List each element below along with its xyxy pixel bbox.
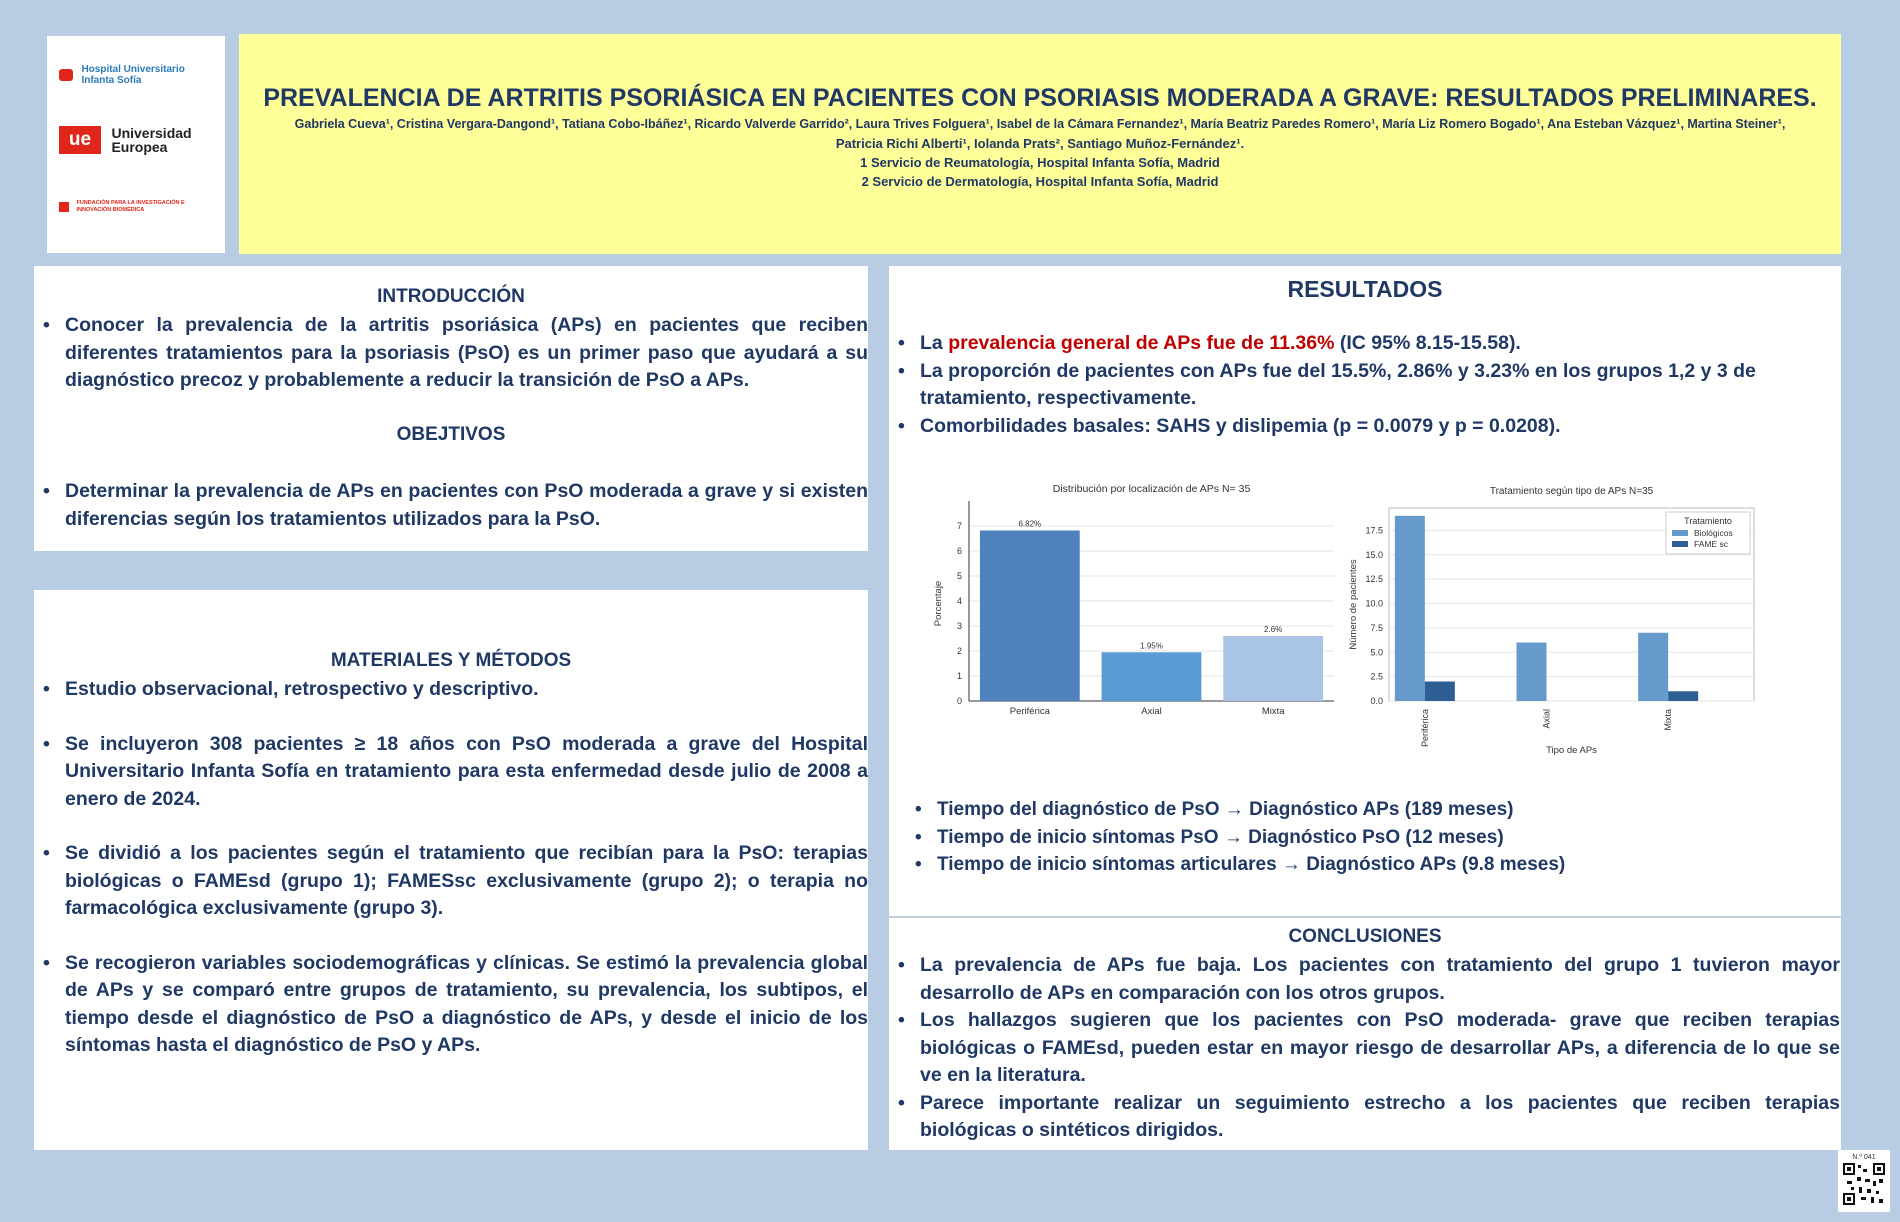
x-axis-label: Tipo de APs [1546,745,1597,756]
results-title: RESULTADOS [1287,276,1443,302]
y-tick-label: 5 [956,571,962,581]
y-tick-label: 1 [956,671,962,681]
result-prevalence-post: (IC 95% 8.15-15.58). [1334,332,1521,354]
y-axis-label: Número de pacientes [1348,559,1359,650]
bar [980,531,1080,702]
conclusion-item: • La prevalencia de APs fue baja. Los pacientes con tratamiento del grupo 1 tuvieron mayor desarrollo de APs en comparación con los otros grupos. [920,952,1840,1007]
bar [1395,516,1425,701]
legend-title: Tratamiento [1684,516,1732,526]
foundation-icon [59,202,69,212]
affiliation-1: 1 Servicio de Reumatología, Hospital Infanta Sofía, Madrid [860,155,1220,170]
foundation-name: FUNDACIÓN PARA LA INVESTIGACIÓN E INNOVACIÓN BIOMÉDICA [76,199,185,213]
methods-item: • Se dividió a los pacientes según el tratamiento que recibían para la PsO: terapias biológicas o FAMEsd (grupo 1); FAMESsc exclusivamente (grupo 2); o terapia no farmacológica exclusivamente (grupo 3). [65,840,868,923]
y-axis-label: Porcentaje [933,580,944,627]
time-list [911,796,1837,879]
time-item: • Tiempo del diagnóstico de PsO → Diagnóstico APs (189 meses) [937,796,1837,824]
legend-label: Biológicos [1694,528,1733,538]
bar [1223,636,1323,701]
y-tick-label: 17.5 [1365,525,1383,536]
bar-value-label: 6.82% [1018,519,1042,529]
introduction-title: INTRODUCCIÓN [377,286,525,307]
methods-item: • Se recogieron variables sociodemográficas y clínicas. Se estimó la prevalencia global de APs y se comparó entre grupos de tratamiento, su prevalencia, los subtipos, el tiempo desde el diagnóstico de PsO a diagnóstico de APs, y desde el inicio de los síntomas hasta el diagnóstico de PsO y APs. [65,950,868,1060]
objectives-list [39,478,868,533]
y-tick-label: 0.0 [1370,696,1383,706]
y-tick-label: 12.5 [1365,574,1383,585]
bar-value-label: 1.95% [1140,641,1163,651]
introduction-list [39,312,868,395]
y-tick-label: 2.5 [1370,671,1383,682]
bar-value-label: 2.6% [1264,625,1283,634]
hospital-name: Hospital Universitario Infanta Sofía [81,64,185,86]
result-prevalence-highlight: prevalencia general de APs fue de 11.36% [948,332,1335,354]
x-tick-label: Axial [1141,706,1162,717]
conclusions-list [894,952,1840,1145]
objectives-title: OBEJTIVOS [396,424,506,445]
authors-line-2: Patricia Richi Alberti¹, Iolanda Prats², Santiago Muñoz-Fernández¹. [835,136,1245,151]
chart-title: Distribución por localización de APs N= 35 [1052,483,1251,495]
conclusions-panel [889,917,1841,1150]
chart-title: Tratamiento según tipo de APs N=35 [1489,486,1654,497]
legend-swatch [1672,530,1688,536]
legend-label: FAME sc [1694,539,1729,549]
result-prevalence-pre: La [920,332,949,354]
results-panel [889,266,1841,916]
hospital-logo [59,64,215,86]
methods-list [39,676,868,1087]
y-tick-label: 3 [956,621,962,631]
poster-title: PREVALENCIA DE ARTRITIS PSORIÁSICA EN PACIENTES CON PSORIASIS MODERADA A GRAVE: RESULTADOS PRELIMINARES. [263,84,1817,112]
authors-line-1: Gabriela Cueva¹, Cristina Vergara-Dangond¹, Tatiana Cobo-Ibáñez¹, Ricardo Valverde Garrido², Laura Trives Folguera¹, Isabel de la Cámara Fernandez¹, María Beatriz Paredes Romero¹, María Liz Romero Bogado¹, Ana Esteban Vázquez¹, Martina Steiner¹, [294,117,1786,131]
x-tick-label: Mixta [1261,706,1285,717]
chart-treatment-by-type [1344,476,1764,756]
y-tick-label: 15.0 [1365,549,1383,560]
bar [1517,643,1547,701]
conclusion-item: • Parece importante realizar un seguimiento estrecho a los pacientes que reciben terapias biológicas o sintéticos dirigidos. [920,1090,1840,1145]
results-list [894,330,1840,440]
chart-location-distribution [929,476,1344,738]
affiliation-2: 2 Servicio de Dermatología, Hospital Infanta Sofía, Madrid [861,174,1219,189]
result-prevalence [920,330,1840,358]
bar [1668,691,1698,701]
y-tick-label: 7 [956,521,962,531]
time-item: • Tiempo de inicio síntomas articulares → Diagnóstico APs (9.8 meses) [937,851,1837,879]
y-tick-label: 10.0 [1365,598,1383,609]
result-comorbidities: • Comorbilidades basales: SAHS y dislipemia (p = 0.0079 y p = 0.0208). [920,413,1840,441]
x-tick-label: Periférica [1419,709,1430,748]
bar [1425,682,1455,701]
methods-panel [34,590,868,1150]
x-tick-label: Mixta [1663,709,1674,731]
time-item: • Tiempo de inicio síntomas PsO → Diagnóstico PsO (12 meses) [937,824,1837,852]
qr-panel [1838,1150,1890,1212]
qr-code-icon [1843,1163,1885,1205]
result-proportion: • La proporción de pacientes con APs fue del 15.5%, 2.86% y 3.23% en los grupos 1,2 y 3 de tratamiento, respectivamente. [920,358,1840,413]
bar [1102,652,1202,701]
introduction-bullet: • Conocer la prevalencia de la artritis psoriásica (APs) en pacientes que reciben diferentes tratamientos para la psoriasis (PsO) es un primer paso que ayudará a su diagnóstico precoz y probablemente a reducir la transición de PsO a APs. [65,312,868,395]
foundation-logo [59,198,219,216]
y-tick-label: 2 [956,646,962,656]
methods-item: • Estudio observacional, retrospectivo y descriptivo. [65,676,868,704]
introduction-panel [34,266,868,551]
y-tick-label: 6 [956,546,962,556]
y-tick-label: 4 [956,596,962,606]
x-tick-label: Periférica [1009,706,1050,717]
conclusions-title: CONCLUSIONES [1288,926,1442,947]
y-tick-label: 5.0 [1370,647,1383,658]
y-tick-label: 0 [956,696,962,706]
methods-title: MATERIALES Y MÉTODOS [330,650,572,671]
objective-bullet: • Determinar la prevalencia de APs en pacientes con PsO moderada a grave y si existen diferencias según los tratamientos utilizados para la PsO. [65,478,868,533]
ue-mark: ue [59,126,101,154]
x-tick-label: Axial [1541,709,1552,729]
legend-swatch [1672,541,1688,547]
university-name: Universidad Europea [111,125,192,155]
header-panel [239,34,1841,254]
bar [1638,633,1668,701]
methods-item: • Se incluyeron 308 pacientes ≥ 18 años con PsO moderada a grave del Hospital Universitario Infanta Sofía en tratamiento para esta enfermedad desde julio de 2008 a enero de 2024. [65,731,868,814]
logos-panel [47,36,225,253]
hospital-icon [59,69,73,81]
y-tick-label: 7.5 [1370,622,1383,633]
qr-label: N.º 041 [1852,1154,1876,1161]
conclusion-item: • Los hallazgos sugieren que los pacientes con PsO moderada- grave que reciben terapias biológicas o FAMEsd, pueden estar en mayor riesgo de desarrollar APs, a diferencia de lo que se ve en la literatura. [920,1007,1840,1090]
university-logo [59,126,219,154]
